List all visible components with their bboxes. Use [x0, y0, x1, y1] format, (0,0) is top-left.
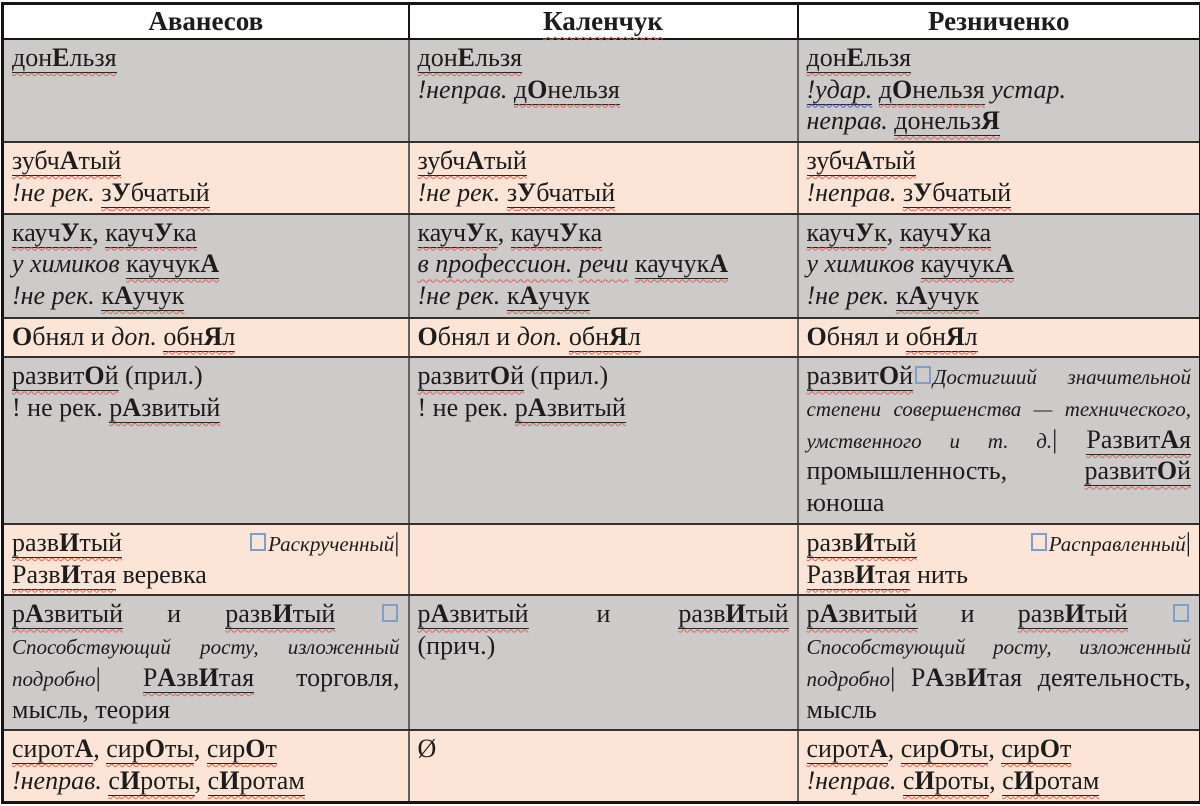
table-cell — [409, 214, 798, 318]
column-header-label: Аванесов — [148, 6, 263, 36]
table-row — [3, 142, 1200, 213]
entry-line: !неправ. сИроты, сИротам — [807, 765, 1192, 797]
entry-line: !неправ. зУбчатый — [807, 177, 1192, 209]
table-cell — [409, 318, 798, 358]
entry-line: сиротА, сирОты, сирОт — [12, 733, 400, 765]
entry-line: Обнял и доп. обнЯл — [12, 321, 400, 353]
entry-line: развИтый Расправленный| — [807, 527, 1192, 559]
table-cell — [798, 357, 1200, 524]
table-row — [3, 730, 1200, 802]
table-body — [3, 39, 1200, 802]
entry-line: ! не рек. рАзвитый — [12, 392, 400, 424]
entry-line: неправ. донельзЯ — [807, 105, 1192, 137]
table-cell — [798, 214, 1200, 318]
table-row — [3, 214, 1200, 318]
table-cell — [798, 318, 1200, 358]
entry-line: рАзвитый и развИтый — [418, 598, 789, 630]
table-row — [3, 318, 1200, 358]
table-cell — [798, 39, 1200, 142]
entry-line: (прич.) — [418, 630, 789, 662]
pronunciation-comparison-table — [1, 2, 1200, 804]
entry-line: развитОй (прил.) — [418, 360, 789, 392]
separator-bar: | — [890, 663, 895, 692]
entry-line: донЕльзя — [418, 42, 789, 74]
column-header — [3, 4, 409, 40]
table-row — [3, 524, 1200, 595]
table-cell — [3, 595, 409, 730]
table-cell — [409, 357, 798, 524]
entry-line: в профессион. речи каучукА — [418, 248, 789, 280]
table-cell — [409, 142, 798, 213]
entry-line: !неправ. дОнельзя — [418, 74, 789, 106]
table-cell — [3, 730, 409, 802]
blue-box-icon — [1031, 533, 1047, 551]
entry-line: рАзвитый и развИтый Способствующий росту, изложенный подробно| РАзвИтая деятельность, мысль — [807, 598, 1192, 725]
column-header-label: Резниченко — [928, 6, 1070, 36]
entry-line: !не рек. кАучук — [807, 280, 1192, 312]
entry-line: развитОй Достигший значительной степени совершенства — технического, умственного и т. д.| РазвитАя промышленность, развитОй юноша — [807, 360, 1192, 519]
entry-line: у химиков каучукА — [807, 248, 1192, 280]
entry-line: !удар. дОнельзя устар. — [807, 74, 1192, 106]
entry-line: развитОй (прил.) — [12, 360, 400, 392]
table-cell — [3, 214, 409, 318]
blue-box-icon — [1173, 604, 1189, 622]
entry-line: сиротА, сирОты, сирОт — [807, 733, 1192, 765]
separator-bar: | — [96, 663, 101, 692]
entry-line: донЕльзя — [807, 42, 1192, 74]
entry-line: !неправ. сИроты, сИротам — [12, 765, 400, 797]
entry-line: донЕльзя — [12, 42, 400, 74]
separator-bar: | — [1186, 528, 1191, 557]
table-cell — [409, 39, 798, 142]
table-cell — [798, 524, 1200, 595]
table-cell — [409, 595, 798, 730]
blue-box-icon — [915, 366, 931, 384]
entry-line: каучУк, каучУка — [418, 217, 789, 249]
header-row — [3, 4, 1200, 40]
table-row — [3, 39, 1200, 142]
column-header-label: Каленчук — [543, 6, 663, 36]
table-cell — [798, 595, 1200, 730]
entry-line: у химиков каучукА — [12, 248, 400, 280]
table-row — [3, 357, 1200, 524]
table-cell — [3, 524, 409, 595]
table-cell — [798, 730, 1200, 802]
entry-line: зубчАтый — [807, 145, 1192, 177]
separator-bar: | — [394, 528, 399, 557]
table-cell — [3, 142, 409, 213]
table-header-row — [3, 4, 1200, 40]
entry-line: Обнял и доп. обнЯл — [418, 321, 789, 353]
entry-line: каучУк, каучУка — [807, 217, 1192, 249]
entry-line: РазвИтая нить — [807, 559, 1192, 591]
entry-line: каучУк, каучУка — [12, 217, 400, 249]
entry-line: Ø — [418, 733, 789, 765]
entry-line: ! не рек. рАзвитый — [418, 392, 789, 424]
entry-line: зубчАтый — [418, 145, 789, 177]
entry-line: рАзвитый и развИтый Способствующий росту, изложенный подробно| РАзвИтая торговля, мысль, теория — [12, 598, 400, 725]
table-cell — [3, 318, 409, 358]
table-cell — [798, 142, 1200, 213]
table-cell — [3, 357, 409, 524]
entry-line: Обнял и обнЯл — [807, 321, 1192, 353]
entry-line: !не рек. зУбчатый — [418, 177, 789, 209]
column-header — [409, 4, 798, 40]
entry-line: зубчАтый — [12, 145, 400, 177]
entry-line: !не рек. кАучук — [418, 280, 789, 312]
entry-line: !не рек. зУбчатый — [12, 177, 400, 209]
entry-line: РазвИтая веревка — [12, 559, 400, 591]
entry-line: !не рек. кАучук — [12, 280, 400, 312]
table-cell — [409, 524, 798, 595]
table-cell — [3, 39, 409, 142]
table-cell — [409, 730, 798, 802]
entry-line: развИтый Раскрученный| — [12, 527, 400, 559]
separator-bar: | — [1052, 425, 1057, 454]
blue-box-icon — [250, 533, 266, 551]
blue-box-icon — [382, 604, 398, 622]
table-row — [3, 595, 1200, 730]
column-header — [798, 4, 1200, 40]
